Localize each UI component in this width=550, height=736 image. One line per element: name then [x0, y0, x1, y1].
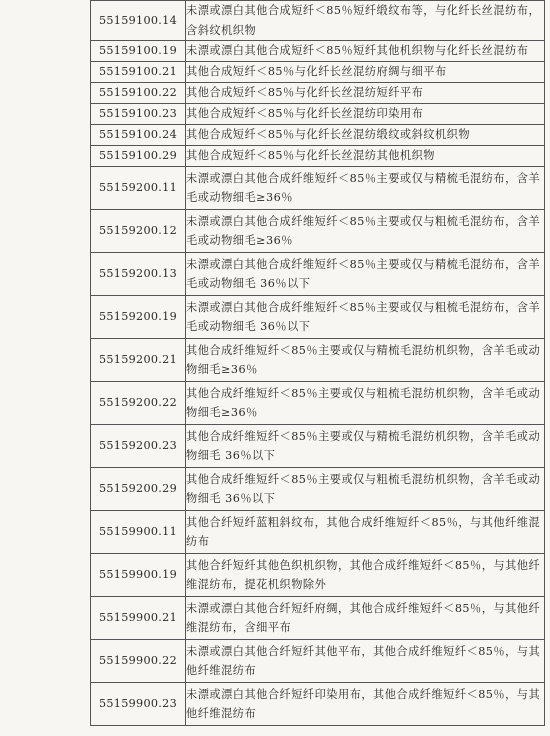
goods-description: 未漂或漂白其他合成短纤＜85％短纤其他机织物与化纤长丝混纺布 — [186, 41, 545, 62]
tariff-code: 55159900.22 — [91, 640, 186, 683]
tariff-code: 55159900.11 — [91, 511, 186, 554]
tariff-code: 55159100.23 — [91, 104, 186, 125]
tariff-code: 55159900.23 — [91, 683, 186, 726]
table-row — [91, 253, 545, 296]
table-row — [91, 468, 545, 511]
table-row — [91, 425, 545, 468]
goods-description: 其他合成纤维短纤＜85％主要或仅与粗梳毛混纺机织物，含羊毛或动物细毛 36％以下 — [186, 468, 545, 511]
goods-description: 未漂或漂白其他合纤短纤府绸，其他合成纤维短纤＜85％，与其他纤维混纺布，含细平布 — [186, 597, 545, 640]
table-row — [91, 511, 545, 554]
tariff-code: 55159200.29 — [91, 468, 186, 511]
tariff-code: 55159200.12 — [91, 210, 186, 253]
table-row — [91, 382, 545, 425]
tariff-code: 55159200.22 — [91, 382, 186, 425]
tariff-code: 55159200.11 — [91, 167, 186, 210]
table-row — [91, 339, 545, 382]
table-row — [91, 554, 545, 597]
goods-description: 未漂或漂白其他合成纤维短纤＜85％主要或仅与精梳毛混纺布，含羊毛或动物细毛 36％以下 — [186, 253, 545, 296]
tariff-code: 55159200.19 — [91, 296, 186, 339]
goods-description: 未漂或漂白其他合成短纤＜85％短纤缎纹布等，与化纤长丝混纺布，含斜纹机织物 — [186, 1, 545, 41]
tariff-code: 55159200.13 — [91, 253, 186, 296]
goods-description: 其他合成短纤＜85％与化纤长丝混纺缎纹或斜纹机织物 — [186, 125, 545, 146]
tariff-code: 55159100.21 — [91, 62, 186, 83]
table-row — [91, 1, 545, 41]
table-row — [91, 146, 545, 167]
tariff-code: 55159100.29 — [91, 146, 186, 167]
table-row — [91, 167, 545, 210]
goods-description: 其他合成纤维短纤＜85％主要或仅与精梳毛混纺机织物，含羊毛或动物细毛≥36％ — [186, 339, 545, 382]
table-row — [91, 210, 545, 253]
goods-description: 其他合成短纤＜85％与化纤长丝混纺短纤平布 — [186, 83, 545, 104]
tariff-code: 55159900.21 — [91, 597, 186, 640]
table-row — [91, 125, 545, 146]
table-row — [91, 597, 545, 640]
goods-description: 其他合成纤维短纤＜85％主要或仅与精梳毛混纺机织物，含羊毛或动物细毛 36％以下 — [186, 425, 545, 468]
tariff-code: 55159100.14 — [91, 1, 186, 41]
tariff-code: 55159200.21 — [91, 339, 186, 382]
goods-description: 未漂或漂白其他合成纤维短纤＜85％主要或仅与精梳毛混纺布，含羊毛或动物细毛≥36％ — [186, 167, 545, 210]
table-row — [91, 62, 545, 83]
table-row — [91, 296, 545, 339]
goods-description: 未漂或漂白其他合纤短纤其他平布，其他合成纤维短纤＜85％，与其他纤维混纺布 — [186, 640, 545, 683]
goods-description: 其他合纤短纤其他色织机织物，其他合成纤维短纤＜85％，与其他纤维混纺布，提花机织物除外 — [186, 554, 545, 597]
goods-description: 其他合成短纤＜85％与化纤长丝混纺其他机织物 — [186, 146, 545, 167]
table-row — [91, 104, 545, 125]
table-row — [91, 683, 545, 726]
table-row — [91, 83, 545, 104]
goods-description: 未漂或漂白其他合成纤维短纤＜85％主要或仅与粗梳毛混纺布，含羊毛或动物细毛≥36％ — [186, 210, 545, 253]
goods-description: 未漂或漂白其他合成纤维短纤＜85％主要或仅与粗梳毛混纺布，含羊毛或动物细毛 36％以下 — [186, 296, 545, 339]
tariff-code: 55159100.19 — [91, 41, 186, 62]
tariff-code: 55159100.22 — [91, 83, 186, 104]
goods-description: 其他合成纤维短纤＜85％主要或仅与粗梳毛混纺机织物，含羊毛或动物细毛≥36％ — [186, 382, 545, 425]
goods-description: 未漂或漂白其他合纤短纤印染用布，其他合成纤维短纤＜85％，与其他纤维混纺布 — [186, 683, 545, 726]
goods-description: 其他合纤短纤蓝粗斜纹布，其他合成纤维短纤＜85％，与其他纤维混纺布 — [186, 511, 545, 554]
tariff-code: 55159100.24 — [91, 125, 186, 146]
table-row — [91, 41, 545, 62]
goods-description: 其他合成短纤＜85％与化纤长丝混纺府绸与细平布 — [186, 62, 545, 83]
tariff-code: 55159200.23 — [91, 425, 186, 468]
table-row — [91, 640, 545, 683]
tariff-code: 55159900.19 — [91, 554, 186, 597]
tariff-code-table — [90, 0, 545, 726]
goods-description: 其他合成短纤＜85％与化纤长丝混纺印染用布 — [186, 104, 545, 125]
